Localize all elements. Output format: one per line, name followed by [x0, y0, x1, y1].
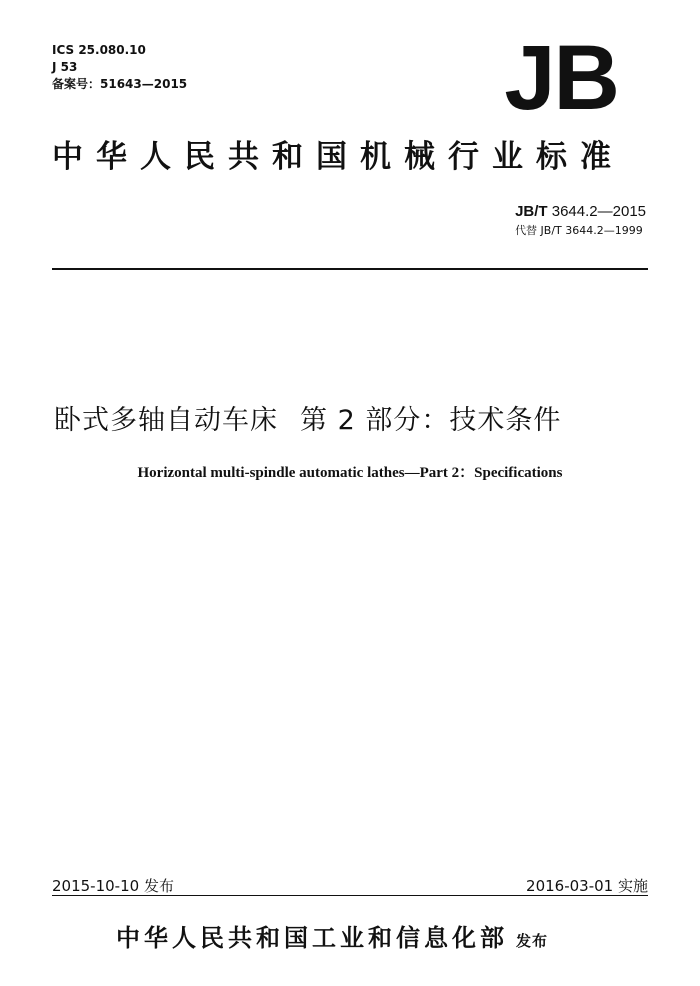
top-divider	[52, 268, 648, 270]
document-title-part: 第 2 部分：技术条件	[300, 405, 562, 436]
standard-code	[515, 204, 646, 219]
document-metadata	[52, 42, 187, 93]
standard-code-block	[515, 204, 646, 236]
jb-logo: JB	[504, 27, 618, 129]
publisher-suffix: 发布	[516, 932, 549, 950]
replaces-code: 代替 JB/T 3644.2—1999	[515, 224, 643, 237]
publisher	[116, 918, 548, 953]
publisher-name: 中华人民共和国工业和信息化部	[116, 924, 508, 952]
issue-date: 2015-10-10 发布	[52, 877, 174, 895]
english-title: Horizontal multi-spindle automatic lathes—Part 2：Specifications	[137, 465, 563, 481]
document-title	[54, 398, 561, 437]
standard-code-prefix: JB/T	[515, 203, 548, 220]
ics-code: ICS 25.080.10	[52, 43, 146, 57]
filing-number: 备案号：51643—2015	[52, 77, 188, 91]
standard-code-number: 3644.2—2015	[551, 203, 646, 220]
document-title-main: 卧式多轴自动车床	[54, 405, 278, 436]
classification-code: J 53	[52, 60, 78, 74]
standard-title: 中华人民共和国机械行业标准	[52, 139, 624, 175]
bottom-divider	[52, 895, 648, 896]
implementation-date: 2016-03-01 实施	[526, 877, 648, 895]
